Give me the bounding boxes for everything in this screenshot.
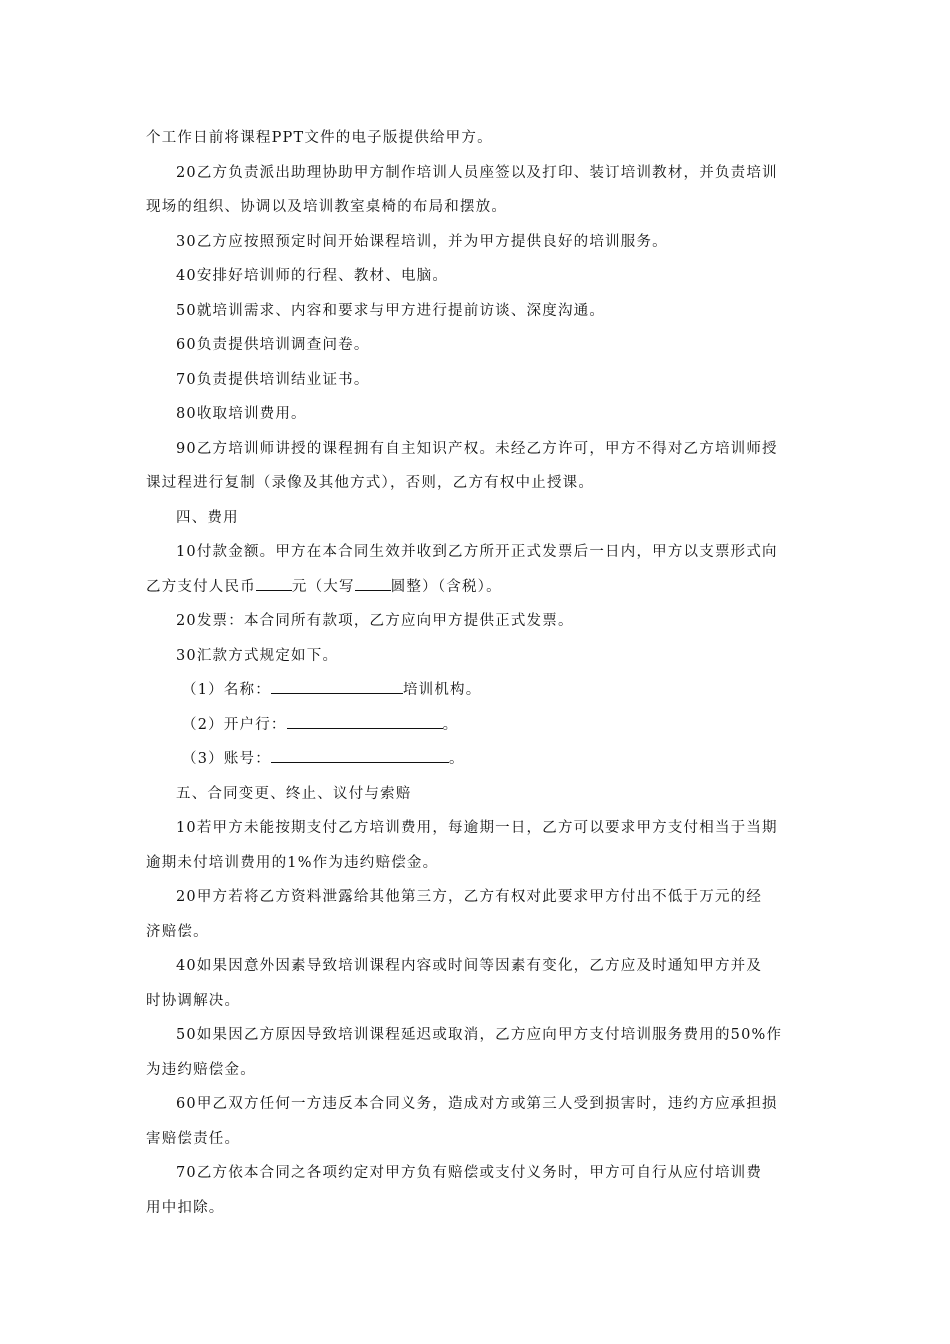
- payment-text-3: 圆整）（含税）。: [390, 578, 502, 595]
- amount-blank: [256, 574, 292, 591]
- paragraph-line: 30乙方应按照预定时间开始课程培训，并为甲方提供良好的培训服务。: [176, 233, 668, 250]
- paragraph-line: 40安排好培训师的行程、教材、电脑。: [176, 268, 449, 284]
- paragraph-line: 20乙方负责派出助理协助甲方制作培训人员座签以及打印、装订培训教材，并负责培训: [176, 164, 778, 181]
- bank-branch-blank: [287, 712, 443, 729]
- paragraph-line: 为违约赔偿金。: [146, 1061, 256, 1078]
- paragraph-line: 逾期未付培训费用的1%作为违约赔偿金。: [146, 854, 439, 871]
- bank-account-label: （3）账号：: [182, 751, 271, 767]
- paragraph-line: 10付款金额。甲方在本合同生效并收到乙方所开正式发票后一日内，甲方以支票形式向: [176, 544, 778, 560]
- payment-amount-line: [146, 570, 810, 605]
- bank-account-suffix: 。: [448, 751, 465, 767]
- paragraph-line: 60负责提供培训调查问卷。: [176, 337, 370, 353]
- paragraph-line: 20发票：本合同所有款项，乙方应向甲方提供正式发票。: [176, 613, 574, 629]
- paragraph-line: 课过程进行复制（录像及其他方式），否则，乙方有权中止授课。: [146, 475, 595, 491]
- amount-words-blank: [355, 574, 391, 591]
- paragraph-line: 30汇款方式规定如下。: [176, 647, 339, 664]
- bank-account-line: [146, 742, 810, 777]
- paragraph-line: 60甲乙双方任何一方违反本合同义务，造成对方或第三人受到损害时，违约方应承担损: [176, 1096, 778, 1112]
- paragraph-line: 济赔偿。: [146, 923, 209, 940]
- paragraph-line: 害赔偿责任。: [146, 1130, 241, 1147]
- section-heading: 四、费用: [176, 509, 239, 526]
- paragraph-line: 时协调解决。: [146, 992, 241, 1009]
- bank-name-blank: [271, 677, 403, 694]
- paragraph-line: 10若甲方未能按期支付乙方培训费用，每逾期一日，乙方可以要求甲方支付相当于当期: [176, 820, 778, 836]
- bank-name-label: （1）名称：: [182, 682, 271, 698]
- paragraph-line: 70乙方依本合同之各项约定对甲方负有赔偿或支付义务时，甲方可自行从应付培训费: [176, 1165, 763, 1181]
- paragraph-line: 40如果因意外因素导致培训课程内容或时间等因素有变化，乙方应及时通知甲方并及: [176, 958, 763, 974]
- section-heading: 五、合同变更、终止、议付与索赔: [176, 785, 412, 802]
- paragraph-line: 用中扣除。: [146, 1199, 225, 1216]
- payment-text-2: 元（大写: [291, 578, 355, 595]
- paragraph-line: 80收取培训费用。: [176, 406, 307, 422]
- paragraph-line: 个工作日前将课程PPT文件的电子版提供给甲方。: [146, 130, 493, 146]
- paragraph-line: 50就培训需求、内容和要求与甲方进行提前访谈、深度沟通。: [176, 302, 606, 319]
- paragraph-line: 90乙方培训师讲授的课程拥有自主知识产权。未经乙方许可，甲方不得对乙方培训师授: [176, 440, 778, 457]
- contract-body: [146, 121, 810, 1225]
- bank-branch-suffix: 。: [442, 716, 459, 733]
- paragraph-line: 70负责提供培训结业证书。: [176, 371, 370, 388]
- bank-account-blank: [271, 746, 449, 763]
- payment-text-1: 乙方支付人民币: [146, 578, 256, 595]
- bank-name-line: [146, 673, 810, 708]
- paragraph-line: 现场的组织、协调以及培训教室桌椅的布局和摆放。: [146, 199, 508, 215]
- paragraph-line: 50如果因乙方原因导致培训课程延迟或取消，乙方应向甲方支付培训服务费用的50%作: [176, 1027, 783, 1043]
- bank-name-suffix: 培训机构。: [402, 682, 482, 698]
- bank-branch-label: （2）开户行：: [182, 716, 287, 733]
- bank-branch-line: [146, 708, 810, 743]
- paragraph-line: 20甲方若将乙方资料泄露给其他第三方，乙方有权对此要求甲方付出不低于万元的经: [176, 889, 763, 905]
